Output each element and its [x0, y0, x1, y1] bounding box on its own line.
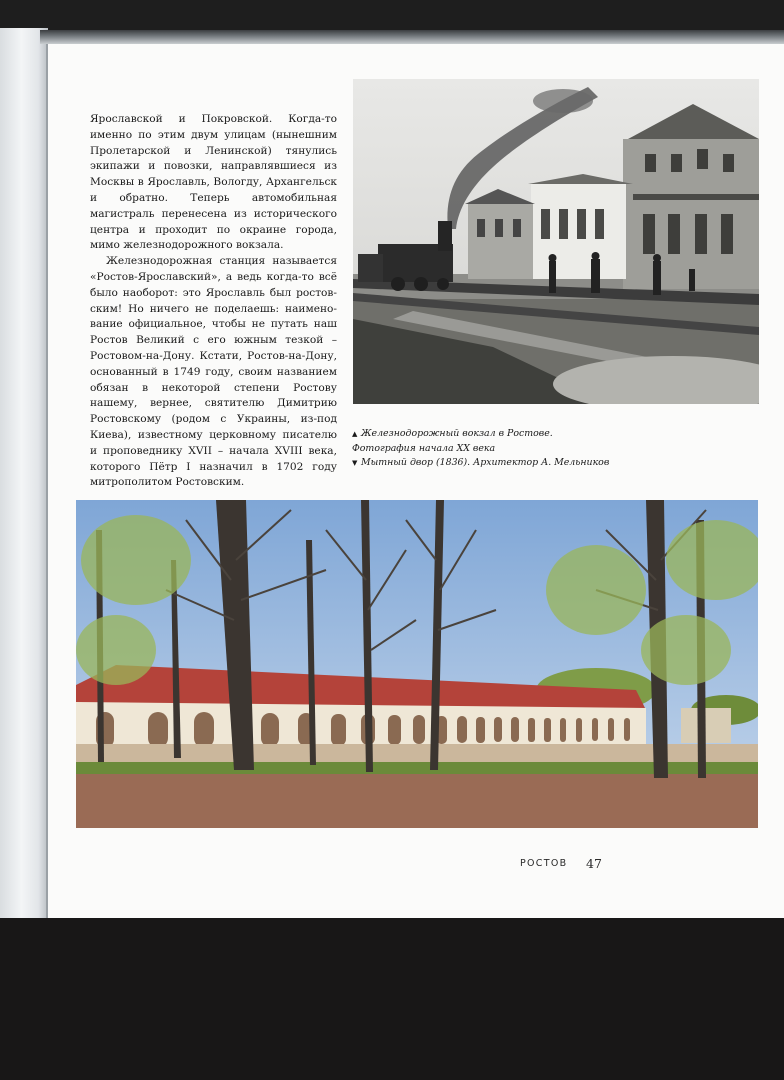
page-footer [520, 857, 670, 873]
triangle-down-icon: ▼ [352, 459, 358, 468]
paragraph: Железнодорожная станция называется «Ростов-Ярославский», а ведь когда-то всё было наоборот: это Ярославль был ростовским! Но ничего не поделаешь: наименование официальное, чтобы не путать наш Ростов Великий с его южным тезкой – Ростовом-на-Дону. Кстати, Ростов-на-Дону, основанный в 1749 году, своим названием обязан в некоторой степени Ростову нашему, вернее, святителю Димитрию Ростовскому (родом с Украины, из-под Киева), известному церковному писателю и проповеднику XVII – начала XVIII века, которого Пётр I назначил в 1702 году митрополитом Ростовским. [90, 255, 337, 489]
scan-background-top [0, 0, 784, 30]
running-head: РОСТОВ [520, 858, 568, 869]
caption-mytny [352, 456, 762, 471]
caption-text: Мытный двор (1836). Архитектор А. Мельников [361, 457, 610, 469]
railway-station-photo [353, 79, 759, 404]
caption-station-cont [352, 442, 762, 457]
paragraph: Ярославской и Покровской. Когда-то именно по этим двум улицам (нынешним Пролетарской и Ленинской) тянулись экипажи и повозки, направлявшиеся из Москвы в Ярославль, Вологду, Архангельск и обратно. Теперь автомобильная магистраль перенесена из исторического центра и проходит по окраине города, мимо железнодорожного вокзала. [90, 113, 337, 252]
photo-captions [352, 427, 762, 471]
page-number: 47 [586, 856, 602, 871]
book-page-edges [0, 28, 48, 918]
caption-text: Фотография начала XX века [352, 442, 496, 454]
body-text-column [90, 112, 337, 491]
mytny-dvor-photo [76, 500, 758, 828]
book-page-top-edge [40, 30, 784, 44]
caption-station [352, 427, 762, 442]
scan-background-bottom [0, 918, 784, 1080]
caption-text: Железнодорожный вокзал в Ростове. [361, 428, 553, 439]
triangle-up-icon: ▲ [352, 430, 358, 438]
